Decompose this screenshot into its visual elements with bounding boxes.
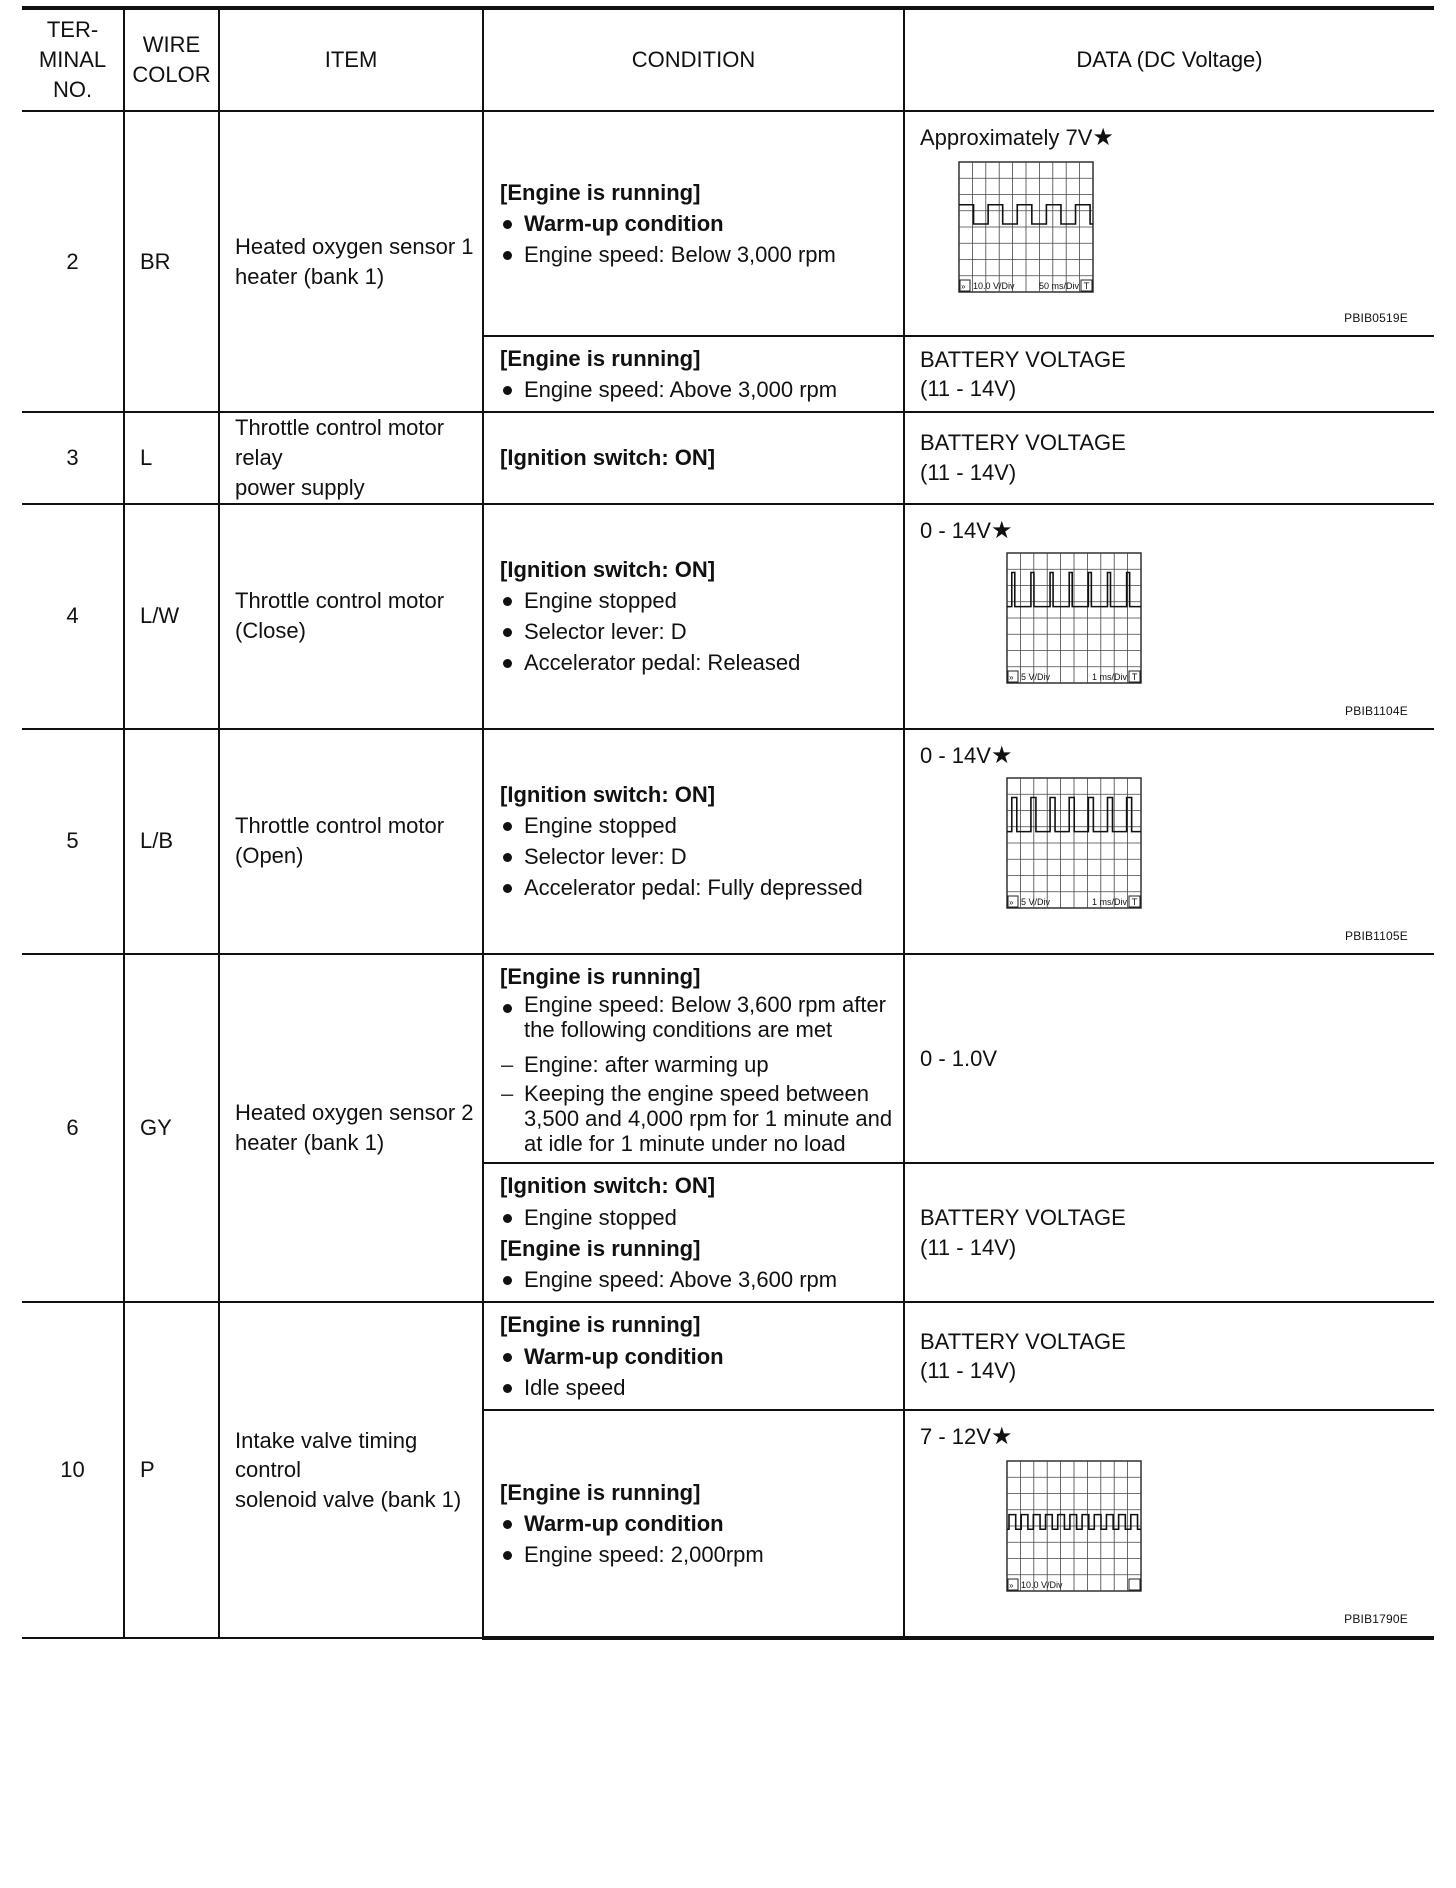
voltage-value: 0 - 14V★ <box>920 516 1013 544</box>
condition-bullet: Warm-up condition <box>500 1508 893 1539</box>
scope-time-label: 1 ms/Div <box>1091 896 1127 907</box>
table-row <box>22 504 1434 729</box>
item-cell: Throttle control motor (Close) <box>219 504 483 729</box>
terminal-number: 4 <box>22 504 124 729</box>
voltage-value: 0 - 14V★ <box>920 741 1013 769</box>
condition-cell <box>483 954 904 1164</box>
item-cell: Throttle control motor (Open) <box>219 729 483 954</box>
terminal-number: 10 <box>22 1302 124 1638</box>
condition-heading: [Engine is running] <box>500 1235 701 1261</box>
condition-heading: [Engine is running] <box>500 346 701 371</box>
condition-cell <box>483 504 904 729</box>
wire-color: GY <box>124 954 219 1303</box>
oscilloscope-waveform <box>1005 551 1145 701</box>
condition-heading: [Engine is running] <box>500 179 701 205</box>
voltage-value: BATTERY VOLTAGE (11 - 14V) <box>920 346 1126 402</box>
condition-heading: [Engine is running] <box>500 1312 701 1338</box>
data-cell <box>904 729 1434 954</box>
condition-bullet: Engine speed: Below 3,600 rpm after the following conditions are met <box>500 992 893 1043</box>
item-cell: Intake valve timing control solenoid valve (bank 1) <box>219 1302 483 1638</box>
condition-heading: [Engine is running] <box>500 963 701 989</box>
scope-volts-label: 10.0 V/Div <box>1021 1580 1063 1591</box>
condition-cell <box>483 111 904 336</box>
condition-bullet: Warm-up condition <box>500 1341 893 1372</box>
wire-color: L/B <box>124 729 219 954</box>
star-icon: ★ <box>1092 124 1114 151</box>
condition-cell <box>483 1163 904 1302</box>
item-cell: Heated oxygen sensor 1 heater (bank 1) <box>219 111 483 412</box>
terminal-number: 5 <box>22 729 124 954</box>
voltage-value: BATTERY VOLTAGE (11 - 14V) <box>920 1328 1126 1384</box>
condition-bullet: Accelerator pedal: Fully depressed <box>500 872 893 903</box>
condition-bullet: Selector lever: D <box>500 841 893 872</box>
table-header-row <box>22 8 1434 111</box>
oscilloscope-waveform <box>957 160 1097 310</box>
data-cell <box>904 954 1434 1164</box>
data-cell <box>904 1163 1434 1302</box>
data-cell <box>904 412 1434 503</box>
condition-bullet: Accelerator pedal: Released <box>500 647 893 678</box>
star-icon: ★ <box>990 741 1013 769</box>
condition-bullet: Engine stopped <box>500 810 893 841</box>
condition-bullet: Engine speed: 2,000rpm <box>500 1539 893 1570</box>
scope-volts-label: 5 V/Div <box>1021 896 1051 907</box>
star-icon: ★ <box>990 516 1013 544</box>
condition-heading: [Ignition switch: ON] <box>500 1173 716 1199</box>
item-cell: Heated oxygen sensor 2 heater (bank 1) <box>219 954 483 1303</box>
condition-bullet: Engine speed: Above 3,600 rpm <box>500 1264 893 1295</box>
scope-time-label: 1 ms/Div <box>1091 671 1127 682</box>
figure-id: PBIB1790E <box>1344 1612 1408 1627</box>
item-cell: Throttle control motor relay power supply <box>219 412 483 503</box>
condition-bullet: Idle speed <box>500 1372 893 1403</box>
wire-color: P <box>124 1302 219 1638</box>
figure-id: PBIB1104E <box>1345 703 1408 718</box>
oscilloscope-waveform <box>1005 776 1145 926</box>
ecm-terminal-table <box>22 6 1434 1640</box>
table-row <box>22 1302 1434 1410</box>
condition-bullet: Engine speed: Below 3,000 rpm <box>500 239 893 270</box>
condition-heading: [Ignition switch: ON] <box>500 556 716 582</box>
scope-time-label: 50 ms/Div <box>1038 281 1079 291</box>
data-cell <box>904 111 1434 336</box>
data-cell <box>904 1302 1434 1410</box>
condition-cell <box>483 336 904 412</box>
scope-arrow-icon: » <box>1009 897 1014 907</box>
data-cell <box>904 1410 1434 1638</box>
wire-color: L/W <box>124 504 219 729</box>
voltage-value: BATTERY VOLTAGE (11 - 14V) <box>920 430 1126 485</box>
condition-dash: – Keeping the engine speed between 3,500 and 4,000 rpm for 1 minute and at idle for 1 minute under no load <box>500 1081 893 1157</box>
condition-heading: [Ignition switch: ON] <box>500 445 716 471</box>
condition-cell <box>483 729 904 954</box>
data-cell <box>904 336 1434 412</box>
scope-volts-label: 10.0 V/Div <box>973 281 1015 291</box>
condition-heading: [Ignition switch: ON] <box>500 781 716 807</box>
scope-trigger-label: T <box>1131 896 1138 907</box>
scope-trigger-label: T <box>1131 671 1138 682</box>
wire-color: BR <box>124 111 219 412</box>
terminal-number: 2 <box>22 111 124 412</box>
voltage-value: 0 - 1.0V <box>920 1045 998 1071</box>
condition-cell <box>483 1302 904 1410</box>
condition-heading: [Engine is running] <box>500 1479 701 1505</box>
data-cell <box>904 504 1434 729</box>
scope-arrow-icon: » <box>1009 1581 1014 1591</box>
scope-trigger-label: T <box>1083 281 1090 291</box>
header-wire-color: WIRE COLOR <box>124 8 219 111</box>
header-data: DATA (DC Voltage) <box>904 8 1434 111</box>
scope-arrow-icon: » <box>1009 672 1014 682</box>
table-row <box>22 111 1434 336</box>
voltage-value: BATTERY VOLTAGE (11 - 14V) <box>920 1205 1126 1260</box>
scope-volts-label: 5 V/Div <box>1021 671 1051 682</box>
wire-color: L <box>124 412 219 503</box>
condition-dash: – Engine: after warming up <box>500 1049 893 1080</box>
table-row <box>22 729 1434 954</box>
header-item: ITEM <box>219 8 483 111</box>
condition-cell <box>483 1410 904 1638</box>
voltage-value: 7 - 12V★ <box>920 1423 1013 1451</box>
condition-bullet: Warm-up condition <box>500 208 893 239</box>
table-row <box>22 412 1434 503</box>
condition-cell <box>483 412 904 503</box>
terminal-number: 3 <box>22 412 124 503</box>
table-row <box>22 954 1434 1164</box>
figure-id: PBIB0519E <box>1344 311 1408 325</box>
header-condition: CONDITION <box>483 8 904 111</box>
condition-bullet: Engine stopped <box>500 585 893 616</box>
condition-bullet: Engine stopped <box>500 1202 893 1233</box>
header-terminal-no: TER- MINAL NO. <box>22 8 124 111</box>
scope-arrow-icon: » <box>961 282 966 291</box>
condition-bullet: Engine speed: Above 3,000 rpm <box>500 374 893 405</box>
oscilloscope-waveform <box>1005 1459 1145 1609</box>
condition-bullet: Selector lever: D <box>500 616 893 647</box>
figure-id: PBIB1105E <box>1345 928 1408 943</box>
voltage-value: Approximately 7V★ <box>920 124 1114 151</box>
star-icon: ★ <box>990 1423 1013 1451</box>
terminal-number: 6 <box>22 954 124 1303</box>
